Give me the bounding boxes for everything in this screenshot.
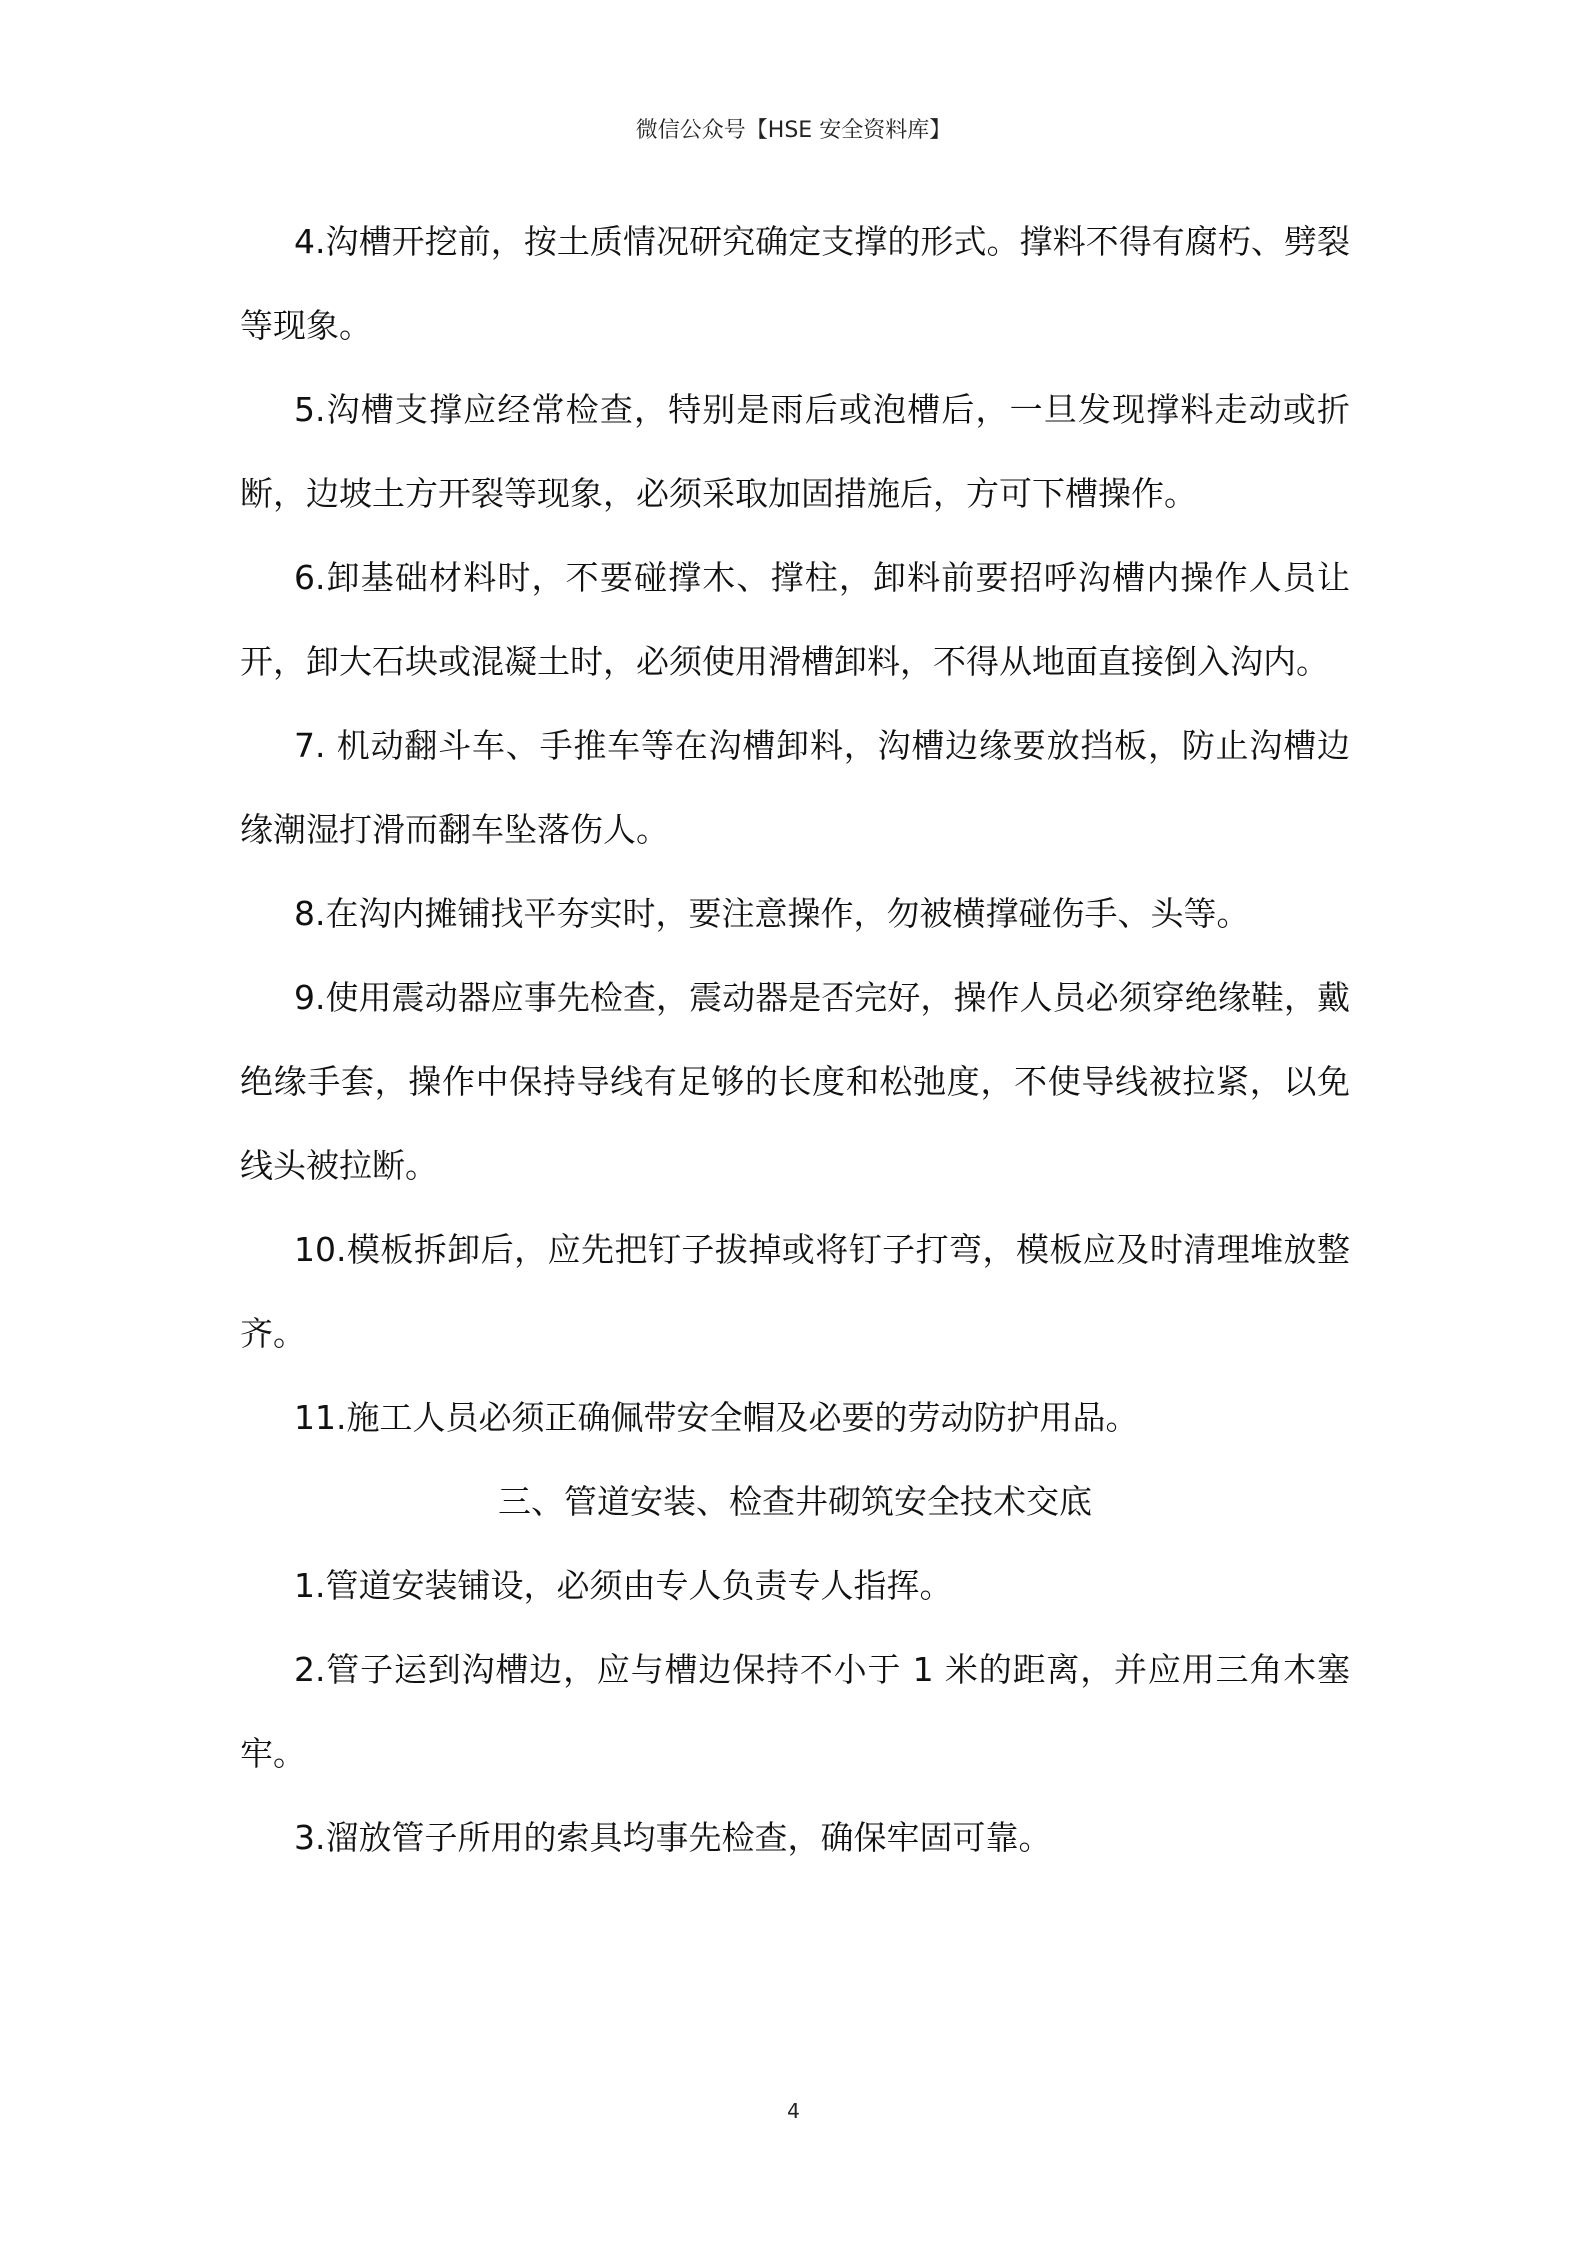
- paragraph-item-11: 11.施工人员必须正确佩带安全帽及必要的劳动防护用品。: [294, 1398, 1139, 1437]
- section-paragraph-item-2: 2.管子运到沟槽边，应与槽边保持不小于 1 米的距离，并应用三角木塞牢。: [240, 1650, 1350, 1773]
- paragraph-item-6: 6.卸基础材料时，不要碰撑木、撑柱，卸料前要招呼沟槽内操作人员让开，卸大石块或混凝土时，必须使用滑槽卸料，不得从地面直接倒入沟内。: [240, 558, 1350, 681]
- paragraph-item-10: 10.模板拆卸后，应先把钉子拔掉或将钉子打弯，模板应及时清理堆放整齐。: [240, 1230, 1350, 1353]
- page-number: 4: [787, 2099, 800, 2123]
- paragraph-item-5: 5.沟槽支撑应经常检查，特别是雨后或泡槽后，一旦发现撑料走动或折断，边坡土方开裂等现象，必须采取加固措施后，方可下槽操作。: [240, 390, 1350, 513]
- section-title: 三、管道安装、检查井砌筑安全技术交底: [498, 1482, 1092, 1521]
- section-paragraph-item-3: 3.溜放管子所用的索具均事先检查，确保牢固可靠。: [294, 1818, 1052, 1857]
- paragraph-item-9: 9.使用震动器应事先检查，震动器是否完好，操作人员必须穿绝缘鞋，戴绝缘手套，操作中保持导线有足够的长度和松弛度，不使导线被拉紧，以免线头被拉断。: [240, 978, 1350, 1185]
- page-header: 微信公众号【HSE 安全资料库】: [635, 118, 952, 143]
- paragraph-item-7: 7. 机动翻斗车、手推车等在沟槽卸料，沟槽边缘要放挡板，防止沟槽边缘潮湿打滑而翻车坠落伤人。: [240, 726, 1350, 849]
- section-paragraph-item-1: 1.管道安装铺设，必须由专人负责专人指挥。: [294, 1566, 953, 1605]
- paragraph-item-4: 4.沟槽开挖前，按土质情况研究确定支撑的形式。撑料不得有腐朽、劈裂等现象。: [240, 222, 1350, 345]
- document-body: [240, 200, 1350, 1880]
- paragraph-item-8: 8.在沟内摊铺找平夯实时，要注意操作，勿被横撑碰伤手、头等。: [294, 894, 1250, 933]
